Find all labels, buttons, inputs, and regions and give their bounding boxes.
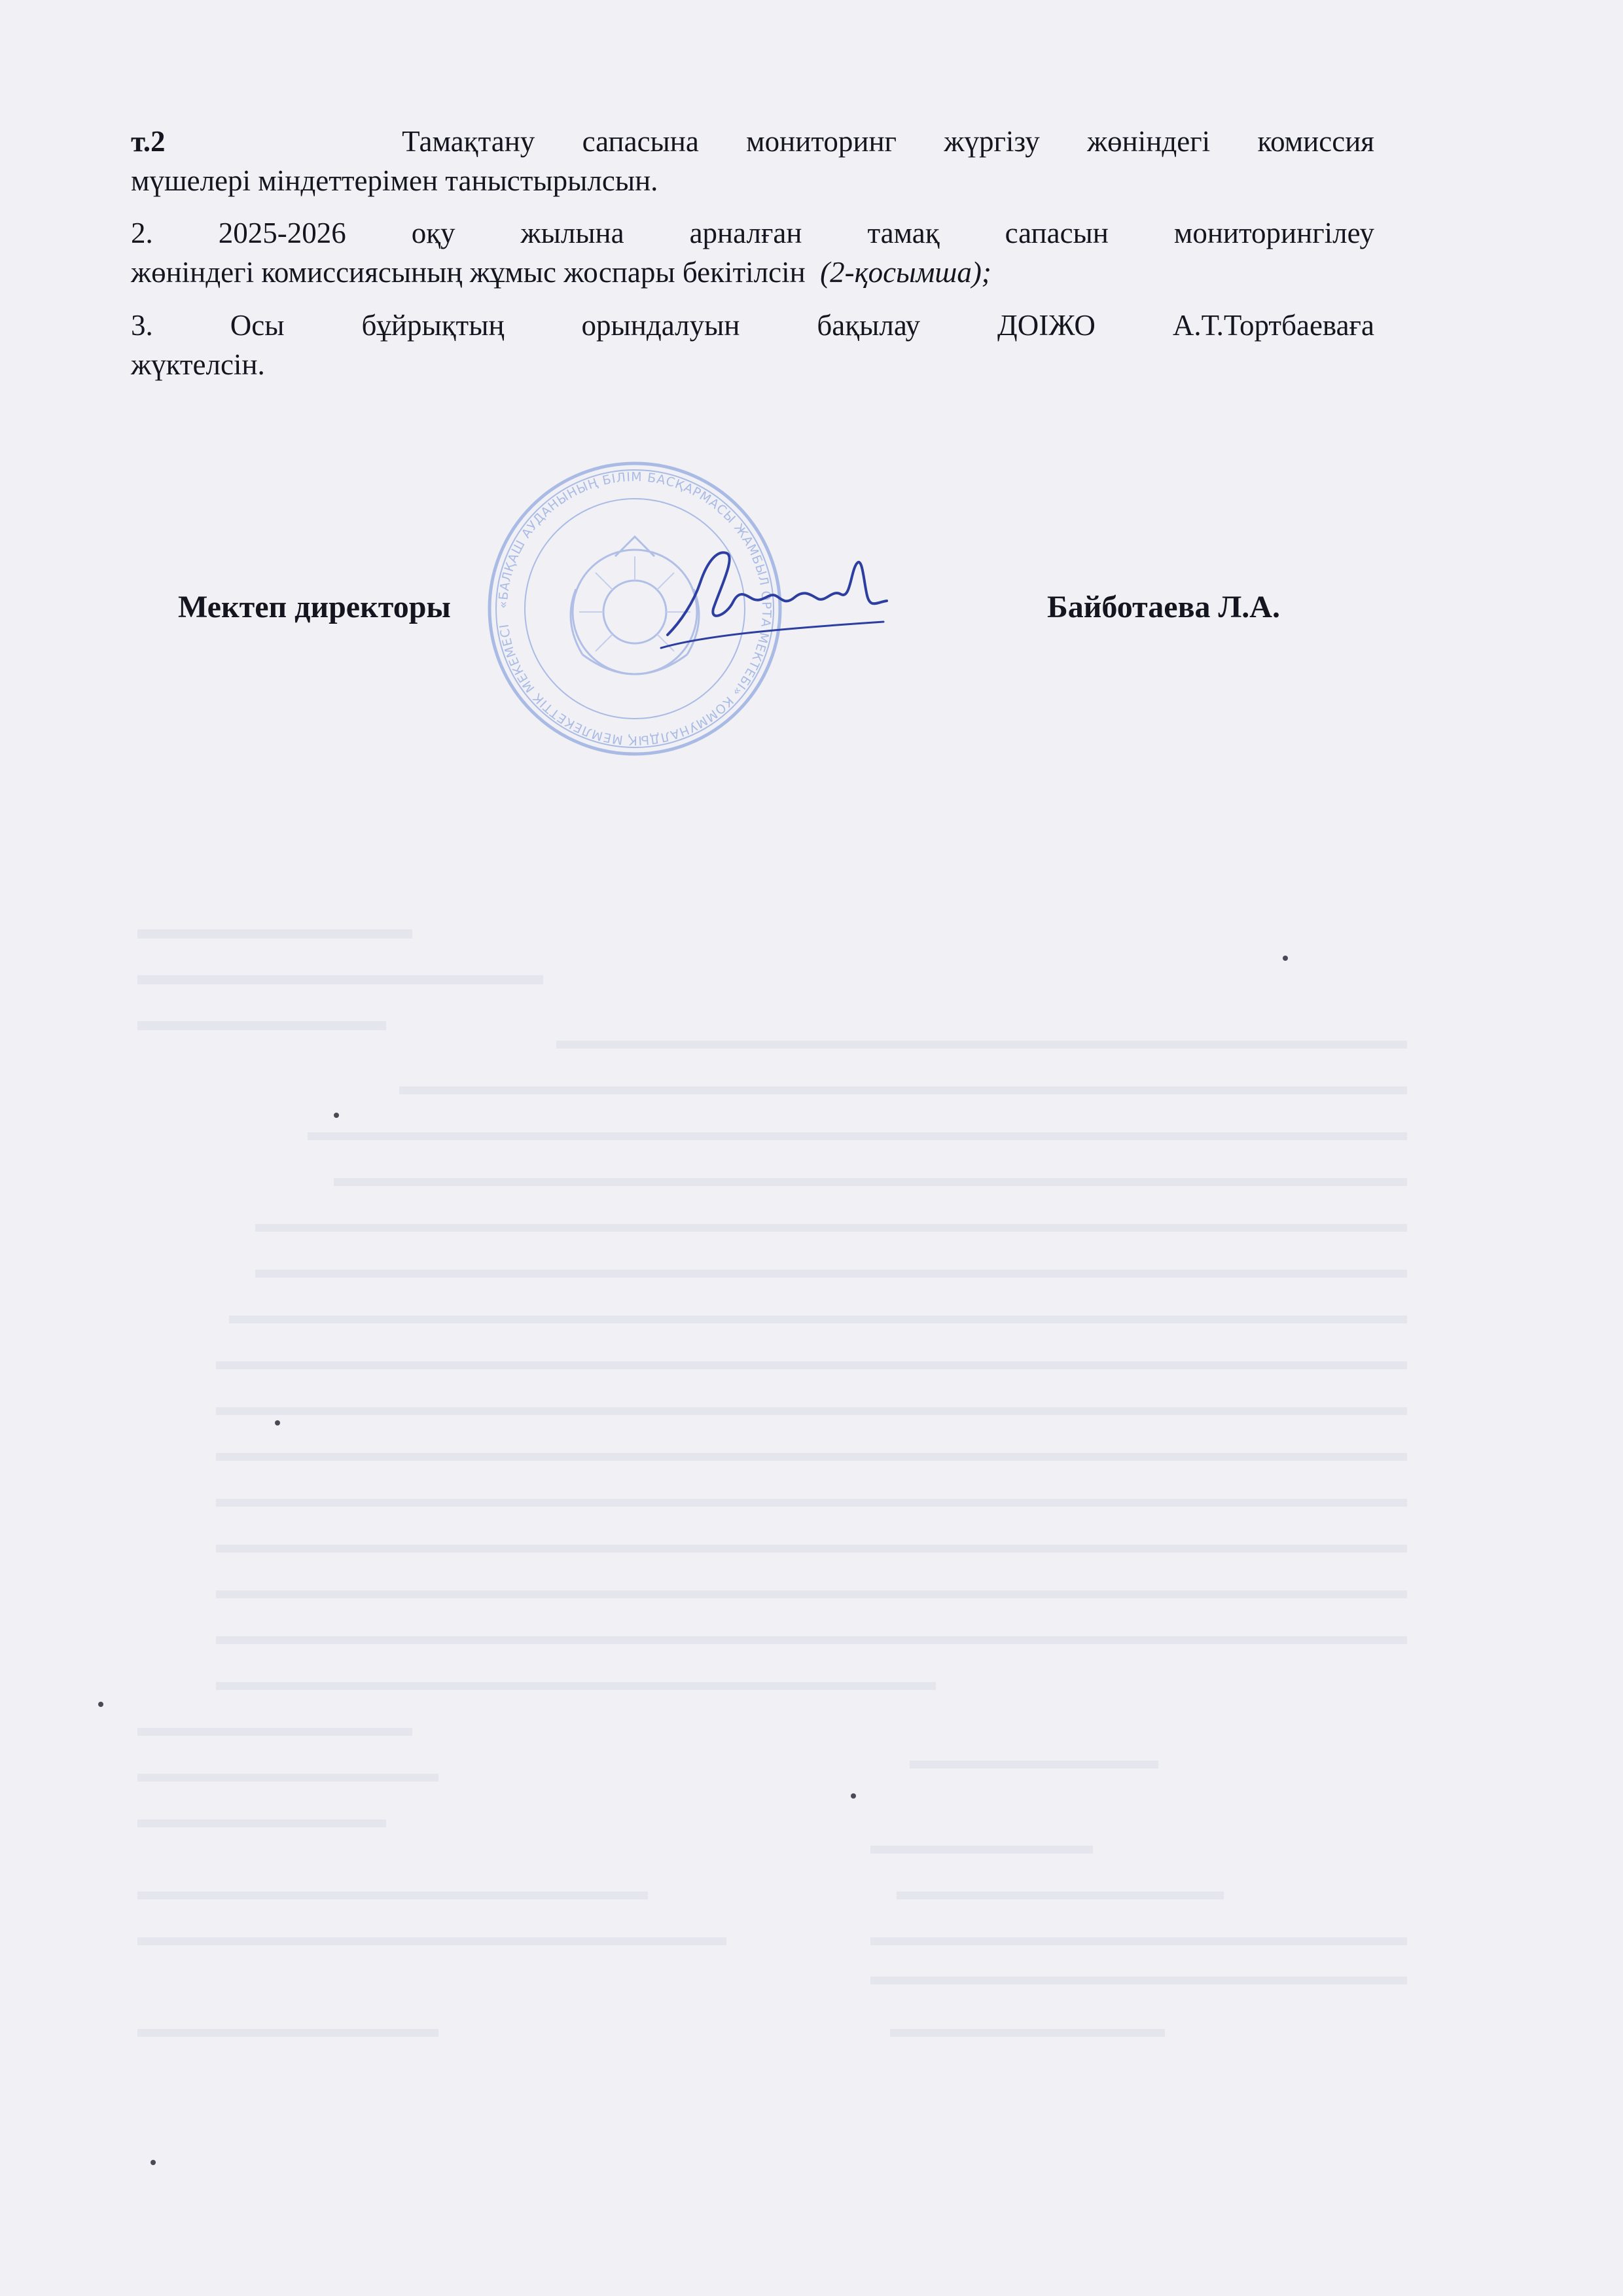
order-item-3 <box>131 306 1374 384</box>
order-item-t2 <box>131 122 1374 200</box>
item-3-line-1: 3. Осы бұйрықтың орындалуын бақылау ДОІЖО А.Т.Тортбаеваға <box>131 309 1374 342</box>
item-t2-line-2: мүшелері міндеттерімен таныстырылсын. <box>131 164 658 197</box>
item-2-line-1: 2. 2025-2026 оқу жылына арналған тамақ сапасын мониторингілеу <box>131 217 1374 249</box>
item-3-line-2: жүктелсін. <box>131 348 265 381</box>
item-t2-number: т.2 <box>131 125 166 158</box>
seal-outer-text: «БАЛҚАШ АУДАНЫНЫҢ БІЛІМ БАСҚАРМАСЫ ЖАМБЫЛ ОРТА МЕКТЕБІ» КОММУНАЛДЫҚ МЕМЛЕКЕТТІК МЕКЕМЕСІ <box>495 469 774 748</box>
director-name: Байботаева Л.А. <box>1047 590 1280 624</box>
item-t2-text-1: Тамақтану сапасына мониторинг жүргізу жөніндегі комиссия <box>402 125 1374 158</box>
item-2-line-2 <box>131 253 1374 292</box>
director-title: Мектеп директоры <box>178 590 451 624</box>
item-2-annex: (2-қосымша); <box>820 256 991 289</box>
item-t2-line-1 <box>131 122 1374 161</box>
bleed-through-texture <box>137 929 1440 2069</box>
item-2-text-2: жөніндегі комиссиясының жұмыс жоспары бекітілсін <box>131 256 806 289</box>
order-item-2 <box>131 213 1374 292</box>
handwritten-signature-icon <box>654 524 890 655</box>
